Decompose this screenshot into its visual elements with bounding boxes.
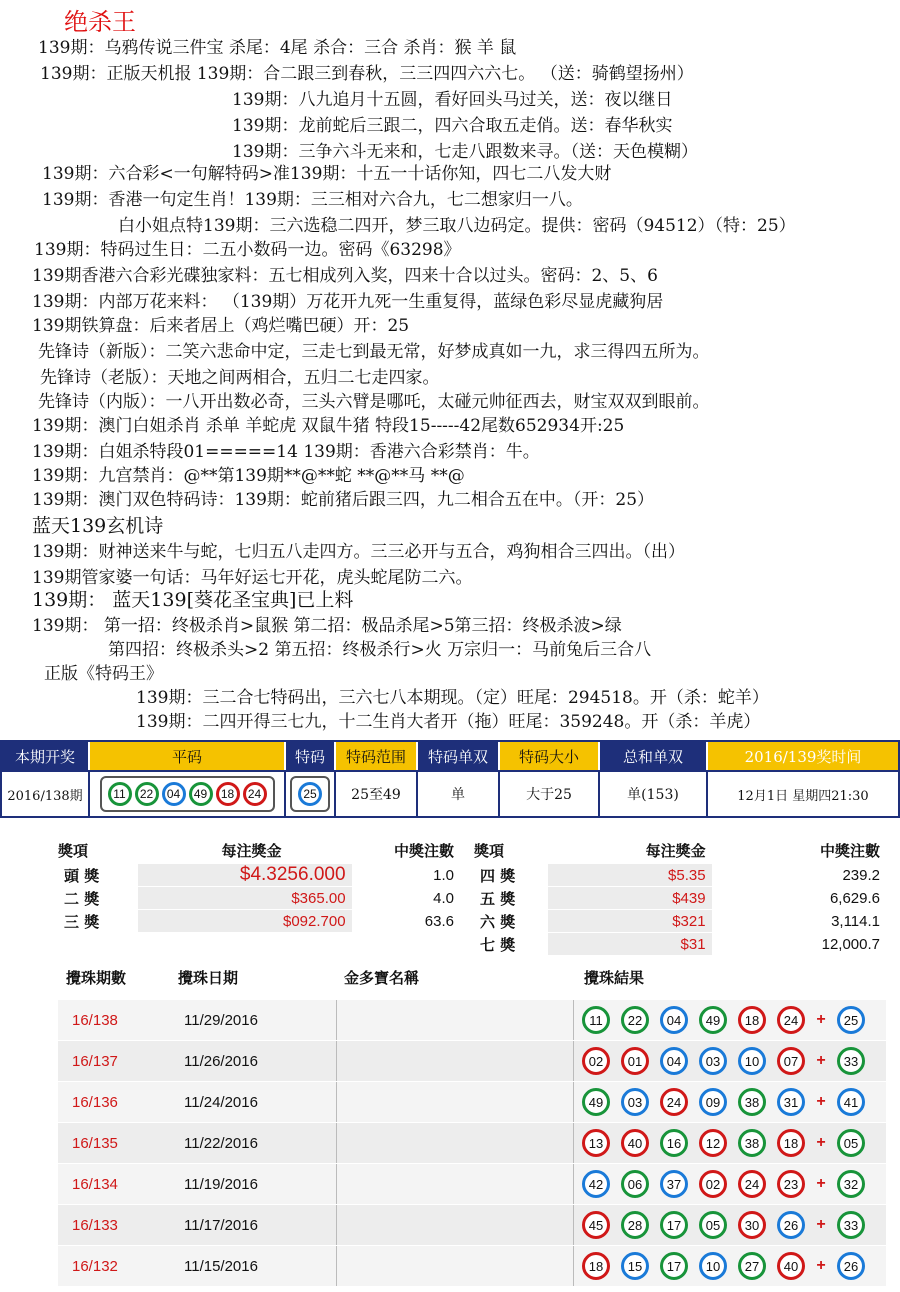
- prize-amount: $5.35: [548, 864, 712, 886]
- jackpot-name: [336, 1041, 574, 1081]
- draw-date: 11/29/2016: [184, 1011, 258, 1029]
- ball-red: 23: [777, 1170, 805, 1198]
- draw-period: 16/132: [72, 1257, 118, 1275]
- col-prize: 獎項: [474, 841, 505, 860]
- ball-green: 11: [108, 782, 132, 806]
- ball-red: 18: [738, 1006, 766, 1034]
- ball-red: 40: [777, 1252, 805, 1280]
- header-regular-numbers: 平码: [90, 742, 286, 770]
- forecast-line: 139期：正版天机报 139期：合二跟三到春秋，三三四四六六七。 （送：骑鹤望扬州）: [40, 64, 694, 84]
- header-next-draw-time: 2016/139奖时间: [708, 742, 898, 770]
- jackpot-name: [336, 1205, 574, 1245]
- draw-history-table: [58, 962, 886, 1286]
- ball-blue: 09: [699, 1088, 727, 1116]
- prize-row: [58, 910, 460, 932]
- ball-green: 49: [189, 782, 213, 806]
- forecast-line: 第四招：终极杀头>2 第五招：终极杀行>火 万宗归一：马前兔后三合八: [108, 640, 652, 660]
- ball-green: 27: [738, 1252, 766, 1280]
- prize-count: 12,000.7: [821, 935, 880, 953]
- prize-name: 六 獎: [480, 912, 516, 931]
- col-amount: 每注獎金: [645, 841, 706, 860]
- plus-sign: +: [816, 1175, 826, 1192]
- draw-period: 16/135: [72, 1134, 118, 1152]
- history-rows: [58, 1000, 886, 1286]
- forecast-line: 139期：特码过生日：二五小数码一边。密码《63298》: [34, 240, 461, 260]
- plus-sign: +: [816, 1011, 826, 1028]
- forecast-line: 139期香港六合彩光碟独家料：五七相成列入奖，四来十合以过头。密码：2、5、6: [32, 266, 658, 286]
- table-row: [58, 1123, 886, 1163]
- draw-result-balls: [574, 1006, 865, 1034]
- ball-green: 17: [660, 1252, 688, 1280]
- ball-blue: 10: [738, 1047, 766, 1075]
- draw-period: 2016/138期: [2, 772, 90, 816]
- forecast-line: 139期：乌鸦传说三件宝 杀尾：4尾 杀合：三合 杀肖：猴 羊 鼠: [38, 38, 517, 58]
- ball-red: 24: [243, 782, 267, 806]
- special-number-cell: [286, 772, 336, 816]
- table-row: [58, 1041, 886, 1081]
- forecast-line: 139期：三争六斗无来和，七走八跟数来寻。（送：天色模糊）: [232, 142, 698, 162]
- forecast-line: 139期： 蓝天139[葵花圣宝典]已上料: [32, 589, 354, 611]
- draw-header-row: [0, 740, 900, 772]
- draw-date: 11/15/2016: [184, 1257, 258, 1275]
- draw-period: 16/138: [72, 1011, 118, 1029]
- plus-sign: +: [816, 1052, 826, 1069]
- ball-green: 22: [135, 782, 159, 806]
- ball-red: 18: [777, 1129, 805, 1157]
- jackpot-name: [336, 1164, 574, 1204]
- forecast-line: 139期：二四开得三七九，十二生肖大者开（拖）旺尾：359248。开（杀：羊虎）: [136, 712, 761, 732]
- draw-result-balls: [574, 1211, 865, 1239]
- ball-red: 30: [738, 1211, 766, 1239]
- forecast-line: 白小姐点特139期：三六选稳二四开，梦三取八边码定。提供：密码（94512）（特：25）: [118, 216, 796, 236]
- ball-green: 38: [738, 1088, 766, 1116]
- prize-name: 三 獎: [64, 912, 100, 931]
- jackpot-name: [336, 1246, 574, 1286]
- ball-blue: 04: [660, 1047, 688, 1075]
- ball-blue: 03: [621, 1088, 649, 1116]
- big-small-value: 大于25: [500, 772, 600, 816]
- ball-red: 40: [621, 1129, 649, 1157]
- draw-result-balls: [574, 1129, 865, 1157]
- draw-period: 16/136: [72, 1093, 118, 1111]
- ball-green: 33: [837, 1047, 865, 1075]
- ball-blue: 26: [777, 1211, 805, 1239]
- draw-result-balls: [574, 1088, 865, 1116]
- ball-red: 18: [582, 1252, 610, 1280]
- prize-name: 二 獎: [64, 889, 100, 908]
- ball-green: 33: [837, 1211, 865, 1239]
- special-ball: [290, 776, 330, 812]
- ball-blue: 31: [777, 1088, 805, 1116]
- ball-blue: 42: [582, 1170, 610, 1198]
- col-period: 攪珠期數: [66, 968, 127, 987]
- prize-amount: $365.00: [138, 887, 352, 909]
- table-row: [58, 1000, 886, 1040]
- forecast-line: 139期：白姐杀特段01=====14 139期：香港六合彩禁肖：牛。: [32, 442, 540, 462]
- draw-period: 16/137: [72, 1052, 118, 1070]
- plus-sign: +: [816, 1216, 826, 1233]
- header-odd-even: 特码单双: [418, 742, 500, 770]
- plus-sign: +: [816, 1134, 826, 1151]
- forecast-line: 139期：澳门双色特码诗：139期：蛇前猪后跟三四，九二相合五在中。（开：25）: [32, 490, 655, 510]
- sum-odd-even-value: 单(153): [600, 772, 708, 816]
- ball-blue: 41: [837, 1088, 865, 1116]
- odd-even-value: 单: [418, 772, 500, 816]
- jackpot-name: [336, 1123, 574, 1163]
- draw-date: 11/19/2016: [184, 1175, 258, 1193]
- forecast-line: 139期：八九追月十五圆，看好回头马过关，送：夜以继日: [232, 90, 673, 110]
- forecast-line: 139期：澳门白姐杀肖 杀单 羊蛇虎 双鼠牛猪 特段15-----42尾数652934开:25: [32, 416, 625, 436]
- forecast-line: 139期：六合彩<一句解特码>准139期：十五一十话你知，四七二八发大财: [42, 164, 612, 184]
- forecast-line: 139期铁算盘：后来者居上（鸡烂嘴巴硬）开：25: [32, 316, 410, 336]
- prize-count: 63.6: [424, 912, 454, 930]
- ball-red: 45: [582, 1211, 610, 1239]
- plus-sign: +: [816, 1257, 826, 1274]
- ball-green: 32: [837, 1170, 865, 1198]
- ball-green: 16: [660, 1129, 688, 1157]
- prize-row: [474, 864, 886, 886]
- forecast-line: 139期：三二合七特码出，三六七八本期现。（定）旺尾：294518。开（杀：蛇羊）: [136, 688, 769, 708]
- ball-red: 02: [582, 1047, 610, 1075]
- jackpot-name: [336, 1000, 574, 1040]
- forecast-line: 139期：龙前蛇后三跟二，四六合取五走俏。送：春华秋实: [232, 116, 673, 136]
- ball-red: 24: [660, 1088, 688, 1116]
- prize-count: 239.2: [842, 866, 880, 884]
- table-row: [58, 1164, 886, 1204]
- ball-blue: 25: [298, 782, 322, 806]
- ball-blue: 15: [621, 1252, 649, 1280]
- special-range-value: 25至49: [336, 772, 418, 816]
- prize-table-left: [58, 836, 460, 933]
- ball-green: 11: [582, 1006, 610, 1034]
- draw-date: 11/22/2016: [184, 1134, 258, 1152]
- forecast-line: 先锋诗（老版）：天地之间两相合，五归二七走四家。: [40, 368, 440, 388]
- col-prize: 獎項: [58, 841, 89, 860]
- ball-green: 05: [837, 1129, 865, 1157]
- header-sum-odd-even: 总和单双: [600, 742, 708, 770]
- ball-green: 05: [699, 1211, 727, 1239]
- col-amount: 每注獎金: [221, 841, 282, 860]
- forecast-line: 先锋诗（新版）：二笑六悲命中定，三走七到最无常，好梦成真如一九，求三得四五所为。: [38, 342, 710, 362]
- draw-values-row: [0, 772, 900, 818]
- jackpot-name: [336, 1082, 574, 1122]
- ball-green: 49: [699, 1006, 727, 1034]
- ball-blue: 26: [837, 1252, 865, 1280]
- ball-red: 24: [738, 1170, 766, 1198]
- prize-count: 3,114.1: [831, 912, 880, 930]
- ball-blue: 04: [162, 782, 186, 806]
- header-big-small: 特码大小: [500, 742, 600, 770]
- draw-result-balls: [574, 1170, 865, 1198]
- forecast-line: 正版《特码王》: [44, 664, 163, 684]
- prize-amount: $31: [548, 933, 712, 955]
- ball-red: 02: [699, 1170, 727, 1198]
- col-date: 攪珠日期: [178, 968, 239, 987]
- prize-amount: $439: [548, 887, 712, 909]
- ball-red: 13: [582, 1129, 610, 1157]
- ball-blue: 37: [660, 1170, 688, 1198]
- prize-name: 頭 獎: [64, 866, 100, 885]
- next-draw-time-value: 12月1日 星期四21:30: [737, 788, 869, 804]
- prize-amount: $092.700: [138, 910, 352, 932]
- draw-period: 16/133: [72, 1216, 118, 1234]
- forecast-line: 139期： 第一招：终极杀肖>鼠猴 第二招：极品杀尾>5第三招：终极杀波>绿: [32, 616, 622, 636]
- table-row: [58, 1082, 886, 1122]
- forecast-line: 139期管家婆一句话：马年好运七开花，虎头蛇尾防二六。: [32, 568, 473, 588]
- col-name: 金多寶名稱: [344, 968, 420, 987]
- ball-red: 18: [216, 782, 240, 806]
- prize-name: 四 獎: [480, 866, 516, 885]
- prize-header-row: [58, 837, 460, 863]
- prize-amount: $321: [548, 910, 712, 932]
- ball-blue: 10: [699, 1252, 727, 1280]
- forecast-line: 139期：财神送来牛与蛇，七归五八走四方。三三必开与五合，鸡狗相合三四出。（出）: [32, 542, 685, 562]
- ball-green: 17: [660, 1211, 688, 1239]
- ball-blue: 25: [837, 1006, 865, 1034]
- forecast-line: 139期：香港一句定生肖！139期：三三相对六合九，七二想家归一八。: [42, 190, 583, 210]
- ball-red: 24: [777, 1006, 805, 1034]
- prize-header-row: [474, 837, 886, 863]
- draw-date: 11/26/2016: [184, 1052, 258, 1070]
- prize-name: 五 獎: [480, 889, 516, 908]
- prize-count: 4.0: [433, 889, 454, 907]
- draw-date: 11/17/2016: [184, 1216, 258, 1234]
- ball-green: 06: [621, 1170, 649, 1198]
- draw-period: 16/134: [72, 1175, 118, 1193]
- prize-amount: $4.3256.000: [138, 864, 352, 886]
- header-special-range: 特码范围: [336, 742, 418, 770]
- prize-count: 6,629.6: [829, 889, 880, 907]
- draw-result-panel: [0, 740, 900, 818]
- ball-red: 12: [699, 1129, 727, 1157]
- forecast-line: 139期：内部万花来料： （139期）万花开九死一生重复得，蓝绿色彩尽显虎藏狗居: [32, 292, 664, 312]
- history-header-row: [58, 962, 886, 992]
- ball-green: 22: [621, 1006, 649, 1034]
- ball-red: 01: [621, 1047, 649, 1075]
- header-current-draw: 本期开奖: [2, 742, 90, 770]
- draw-date: 11/24/2016: [184, 1093, 258, 1111]
- header-special-number: 特码: [286, 742, 336, 770]
- forecast-line: 139期：九宫禁肖：@**第139期**@**蛇 **@**马 **@: [32, 466, 465, 486]
- prize-count: 1.0: [433, 866, 454, 884]
- ball-blue: 04: [660, 1006, 688, 1034]
- ball-green: 38: [738, 1129, 766, 1157]
- page-title: 绝杀王: [64, 8, 136, 36]
- table-row: [58, 1205, 886, 1245]
- ball-red: 07: [777, 1047, 805, 1075]
- plus-sign: +: [816, 1093, 826, 1110]
- col-count: 中獎注數: [393, 841, 454, 860]
- col-result: 攪珠結果: [584, 968, 645, 987]
- table-row: [58, 1246, 886, 1286]
- regular-balls: [100, 776, 275, 812]
- prize-row: [474, 910, 886, 932]
- prize-name: 七 獎: [480, 935, 516, 954]
- ball-green: 49: [582, 1088, 610, 1116]
- regular-numbers-cell: [90, 772, 286, 816]
- prize-row: [58, 887, 460, 909]
- prize-table-right: [474, 836, 886, 956]
- ball-blue: 03: [699, 1047, 727, 1075]
- col-count: 中獎注數: [819, 841, 880, 860]
- forecast-line: 先锋诗（内版）：一八开出数必奇，三头六臂是哪吒，太碰元帅征西去，财宝双双到眼前。: [38, 392, 710, 412]
- prize-row: [474, 887, 886, 909]
- prize-row: [474, 933, 886, 955]
- draw-result-balls: [574, 1252, 865, 1280]
- prize-row: [58, 864, 460, 886]
- ball-green: 28: [621, 1211, 649, 1239]
- draw-result-balls: [574, 1047, 865, 1075]
- forecast-line: 蓝天139玄机诗: [32, 515, 164, 537]
